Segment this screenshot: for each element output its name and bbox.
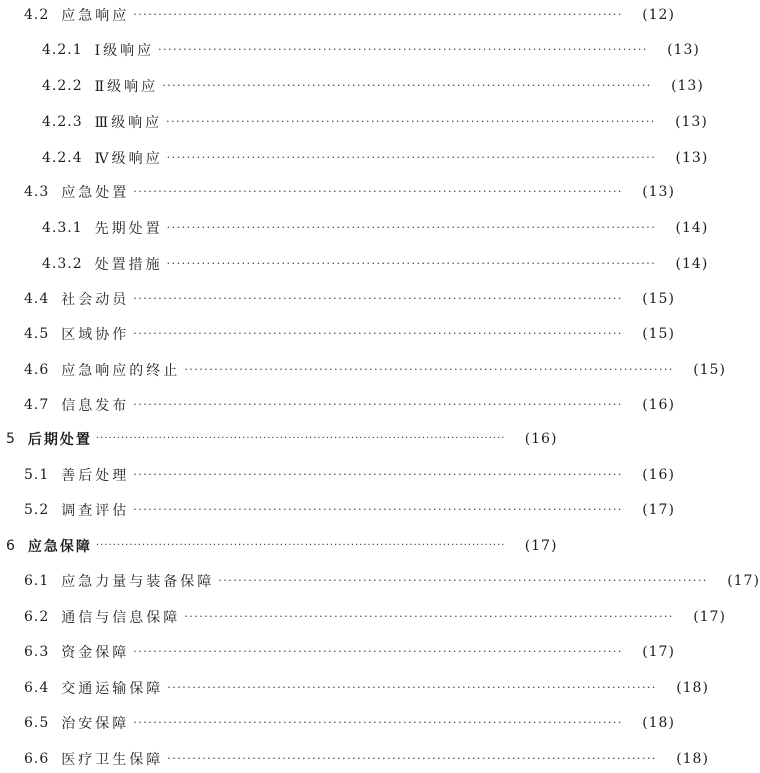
toc-entry-number: 4.3 <box>24 184 50 200</box>
toc-entry-title: 社会动员 <box>61 292 130 308</box>
toc-entry[interactable] <box>0 110 708 134</box>
toc-leader-dots: ·································································································· <box>166 151 657 164</box>
toc-leader-dots: ·································································································· <box>184 363 674 376</box>
toc-entry-number: 5 <box>6 431 16 447</box>
toc-entry-title: 应急力量与装备保障 <box>61 574 215 590</box>
toc-leader-dots: ·································································································· <box>166 115 656 128</box>
toc-entry-page: (13) <box>642 184 675 200</box>
toc-leader-dots: ·································································································· <box>162 79 652 92</box>
toc-entry[interactable] <box>0 427 558 451</box>
toc-entry[interactable] <box>0 287 675 311</box>
toc-entry-title: 信息发布 <box>61 398 130 414</box>
toc-entry[interactable] <box>0 676 709 700</box>
toc-entry[interactable] <box>0 711 675 735</box>
toc-entry[interactable] <box>0 498 675 522</box>
toc-entry-title: 调查评估 <box>61 503 130 519</box>
toc-entry-title: 医疗卫生保障 <box>61 752 164 768</box>
toc-entry-title: 应急响应 <box>61 8 130 24</box>
toc-entry[interactable] <box>0 640 675 664</box>
toc-entry-number: 4.2.2 <box>42 78 83 94</box>
toc-entry[interactable] <box>0 322 675 346</box>
toc-entry-number: 6.4 <box>24 680 50 696</box>
toc-entry-page: (15) <box>642 291 675 307</box>
toc-entry-number: 6.3 <box>24 644 50 660</box>
toc-entry-page: (16) <box>642 397 675 413</box>
toc-entry[interactable] <box>0 3 675 27</box>
toc-entry-page: (17) <box>642 502 675 518</box>
toc-entry-page: (13) <box>671 78 704 94</box>
toc-leader-dots: ·································································································· <box>133 645 623 658</box>
toc-entry-page: (17) <box>727 573 760 589</box>
toc-entry-page: (13) <box>675 114 708 130</box>
toc-entry-number: 6.6 <box>24 751 50 767</box>
toc-entry-page: (18) <box>676 751 709 767</box>
toc-entry-title: 应急处置 <box>61 185 130 201</box>
toc-entry[interactable] <box>0 534 558 558</box>
toc-entry[interactable] <box>0 747 709 771</box>
toc-leader-dots: ·································································································· <box>95 433 506 444</box>
toc-leader-dots: ·································································································· <box>133 468 623 481</box>
toc-entry-number: 4.5 <box>24 326 50 342</box>
toc-entry-title: 治安保障 <box>61 716 130 732</box>
toc-entry-title: 应急响应的终止 <box>61 363 181 379</box>
toc-entry[interactable] <box>0 605 726 629</box>
toc-entry-page: (15) <box>693 362 726 378</box>
toc-entry-number: 4.4 <box>24 291 50 307</box>
toc-entry-page: (15) <box>642 326 675 342</box>
toc-entry[interactable] <box>0 252 709 276</box>
toc-entry-title: 处置措施 <box>94 257 163 273</box>
toc-entry-number: 6.1 <box>24 573 50 589</box>
toc-entry-number: 4.2.3 <box>42 114 83 130</box>
toc-entry-page: (17) <box>642 644 675 660</box>
toc-entry-number: 6.2 <box>24 609 50 625</box>
toc-leader-dots: ·································································································· <box>167 752 657 765</box>
toc-entry-title: 区域协作 <box>61 327 130 343</box>
toc-leader-dots: ·································································································· <box>133 185 623 198</box>
toc-entry-number: 4.3.2 <box>42 256 83 272</box>
toc-entry-page: (14) <box>675 220 709 236</box>
toc-entry-number: 4.6 <box>24 362 50 378</box>
toc-entry-page: (17) <box>693 609 726 625</box>
toc-entry-number: 4.3.1 <box>42 220 83 236</box>
toc-entry-number: 4.7 <box>24 397 50 413</box>
toc-entry[interactable] <box>0 569 760 593</box>
toc-entry-page: (13) <box>667 42 700 58</box>
toc-entry-page: (14) <box>675 256 709 272</box>
toc-entry-page: (16) <box>642 467 675 483</box>
toc-leader-dots: ·································································································· <box>133 292 623 305</box>
toc-entry-page: (17) <box>524 538 558 554</box>
toc-entry-number: 6 <box>6 538 16 554</box>
toc-entry-title: 后期处置 <box>27 432 92 448</box>
toc-entry-page: (18) <box>676 680 709 696</box>
toc-entry-page: (12) <box>642 7 675 23</box>
toc-leader-dots: ·································································································· <box>95 540 506 551</box>
toc-leader-dots: ·································································································· <box>166 257 657 270</box>
toc-entry[interactable] <box>0 38 700 62</box>
toc-entry-title: 先期处置 <box>94 221 163 237</box>
toc-entry-title: Ⅲ级响应 <box>94 115 163 131</box>
toc-leader-dots: ·································································································· <box>218 574 708 587</box>
toc-entry-number: 4.2.4 <box>42 150 83 166</box>
toc-entry-number: 4.2.1 <box>42 42 83 58</box>
toc-entry-title: 善后处理 <box>61 468 130 484</box>
toc-entry-title: Ⅳ级响应 <box>94 151 163 167</box>
toc-entry[interactable] <box>0 216 709 240</box>
toc-leader-dots: ·································································································· <box>166 221 657 234</box>
toc-entry-title: Ⅰ级响应 <box>94 43 155 59</box>
toc-entry-title: 资金保障 <box>61 645 130 661</box>
toc-leader-dots: ·································································································· <box>133 503 623 516</box>
toc-entry-number: 5.2 <box>24 502 50 518</box>
toc-leader-dots: ·································································································· <box>184 610 674 623</box>
toc-entry-page: (18) <box>642 715 675 731</box>
toc-entry-title: 交通运输保障 <box>61 681 164 697</box>
toc-entry-number: 4.2 <box>24 7 50 23</box>
toc-entry-number: 6.5 <box>24 715 50 731</box>
toc-entry-title: 应急保障 <box>27 539 92 555</box>
toc-leader-dots: ·································································································· <box>133 8 623 21</box>
toc-leader-dots: ·································································································· <box>133 398 623 411</box>
toc-entry-number: 5.1 <box>24 467 50 483</box>
toc-entry-page: (13) <box>675 150 709 166</box>
toc-entry[interactable] <box>0 74 704 98</box>
toc-leader-dots: ·································································································· <box>167 681 657 694</box>
toc-entry[interactable] <box>0 463 675 487</box>
toc-entry[interactable] <box>0 358 726 382</box>
toc-leader-dots: ·································································································· <box>133 327 623 340</box>
toc-entry[interactable] <box>0 146 709 170</box>
toc-leader-dots: ·································································································· <box>133 716 623 729</box>
toc-leader-dots: ·································································································· <box>158 43 648 56</box>
toc-entry-title: 通信与信息保障 <box>61 610 181 626</box>
toc-entry-title: Ⅱ级响应 <box>94 79 159 95</box>
toc-entry[interactable] <box>0 180 675 204</box>
toc-entry-page: (16) <box>524 431 558 447</box>
toc-entry[interactable] <box>0 393 675 417</box>
